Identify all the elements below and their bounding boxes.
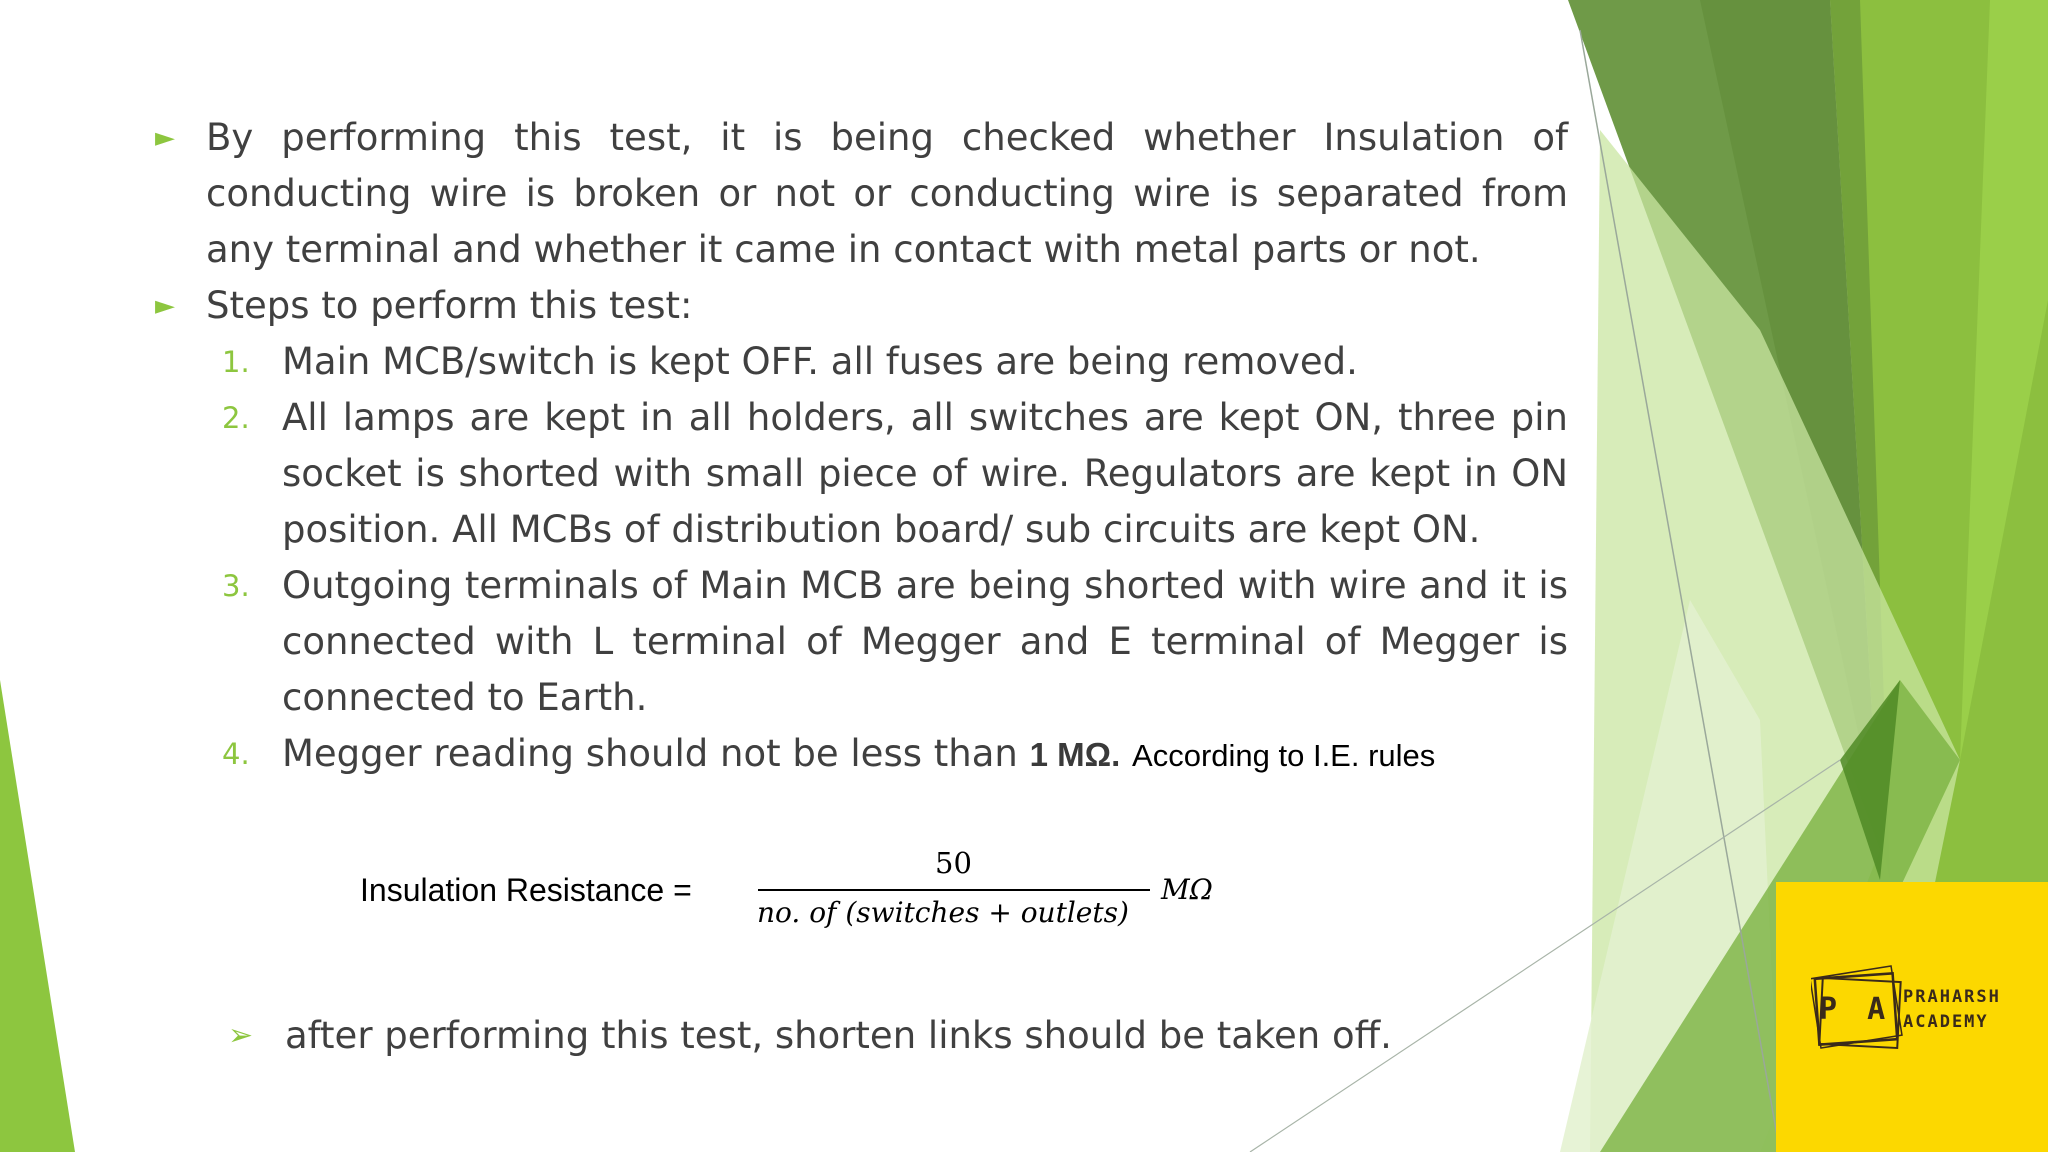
resistance-value: 1 MΩ. <box>1029 736 1121 773</box>
formula-unit: MΩ <box>1161 873 1213 906</box>
step-number-1: 1. <box>222 345 250 379</box>
step-number-3: 3. <box>222 569 250 603</box>
final-note-marker: ➢ <box>228 1018 254 1053</box>
ie-rules-note: According to I.E. rules <box>1132 738 1436 773</box>
step-4-text: Megger reading should not be less than <box>282 732 1018 775</box>
step-3-text: Outgoing terminals of Main MCB are being shorted with wire and it is connected with L terminal of Megger and E terminal of Megger is connected to Earth. <box>282 564 1568 719</box>
final-note-text: after performing this test, shorten links should be taken off. <box>285 1014 1392 1057</box>
logo-name-line-2: ACADEMY <box>1903 1012 1989 1032</box>
step-4-line <box>282 726 1435 784</box>
step-number-4: 4. <box>222 737 250 771</box>
formula-denominator: no. of (switches + outlets) <box>757 896 1129 929</box>
step-1-text: Main MCB/switch is kept OFF. all fuses are being removed. <box>282 340 1358 383</box>
logo-name-line-1: PRAHARSH <box>1903 987 2001 1007</box>
logo-letters: P A <box>1819 992 1892 1027</box>
bullet-2-text: Steps to perform this test: <box>206 284 693 327</box>
step-2-text: All lamps are kept in all holders, all switches are kept ON, three pin socket is shorted with small piece of wire. Regulators are kept in ON position. All MCBs of distribution board/ sub circuits are kept ON. <box>282 396 1568 551</box>
bullet-marker-2: ► <box>155 291 175 321</box>
bullet-marker-1: ► <box>155 123 175 153</box>
praharsh-academy-logo <box>1776 882 2048 1152</box>
bullet-1-text: By performing this test, it is being checked whether Insulation of conducting wire is broken or not or conducting wire is separated from any terminal and whether it came in contact with metal parts or not. <box>206 116 1568 271</box>
formula-numerator: 50 <box>935 846 972 880</box>
formula-label: Insulation Resistance = <box>360 872 692 908</box>
step-number-2: 2. <box>222 401 250 435</box>
fraction-bar <box>758 889 1150 891</box>
